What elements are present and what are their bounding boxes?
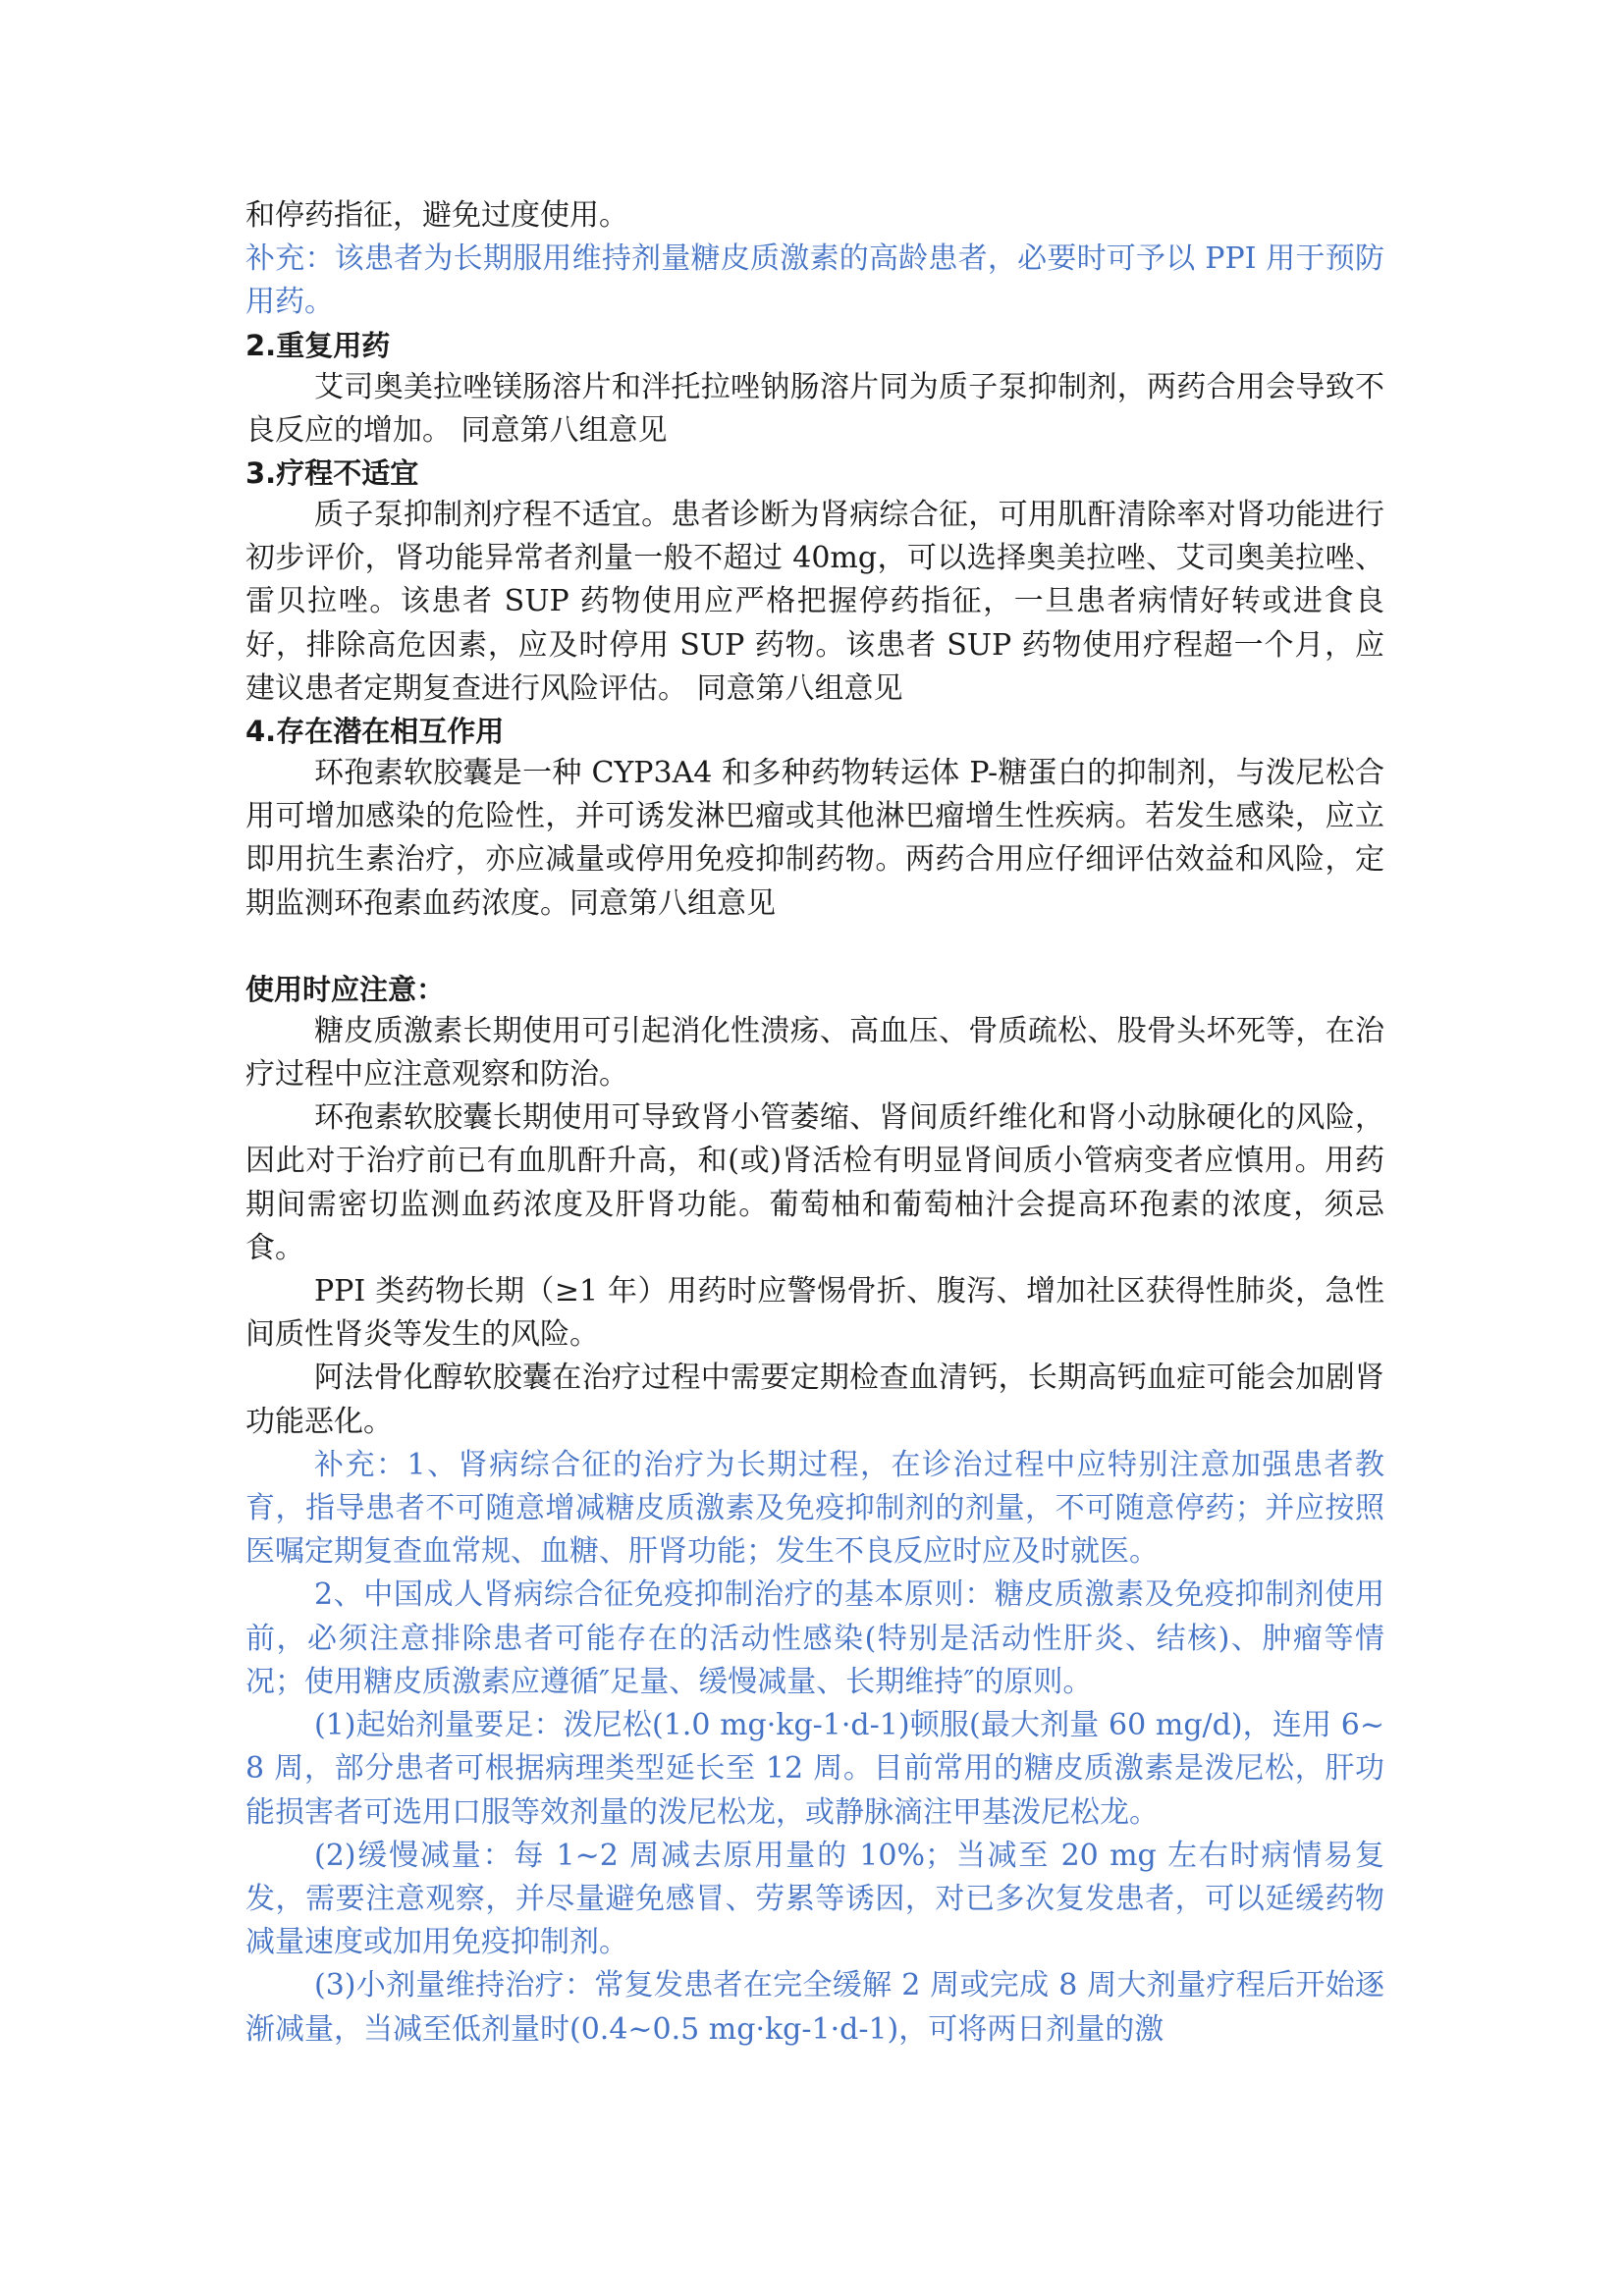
blank-line [245, 926, 1384, 969]
paragraph-alfacalcidol: 阿法骨化醇软胶囊在治疗过程中需要定期检查血清钙，长期高钙血症可能会加剧肾功能恶化。 [245, 1361, 1384, 1439]
paragraph-cyclosporine: 环孢素软胶囊长期使用可导致肾小管萎缩、肾间质纤维化和肾小动脉硬化的风险，因此对于治疗前已有血肌酐升高，和(或)肾活检有明显肾间质小管病变者应慎用。用药期间需密切监测血药浓度及肝肾功能。葡萄柚和葡萄柚汁会提高环孢素的浓度，须忌食。 [245, 1100, 1384, 1265]
section-heading-2: 2.重复用药 [245, 328, 391, 362]
paragraph-duplicate-medication: 艾司奥美拉唑镁肠溶片和泮托拉唑钠肠溶片同为质子泵抑制剂，两药合用会导致不良反应的增加。 同意第八组意见 [245, 369, 1384, 448]
paragraph-ppi: PPI 类药物长期（≥1 年）用药时应警惕骨折、腹泻、增加社区获得性肺炎，急性间质性肾炎等发生的风险。 [245, 1274, 1384, 1353]
section-heading-3: 3.疗程不适宜 [245, 456, 419, 491]
paragraph-course-inappropriate: 质子泵抑制剂疗程不适宜。患者诊断为肾病综合征，可用肌酐清除率对肾功能进行初步评价，肾功能异常者剂量一般不超过 40mg，可以选择奥美拉唑、艾司奥美拉唑、雷贝拉唑。该患者 SUP 药物使用应严格把握停药指征，一旦患者病情好转或进食良好，排除高危因素，应及时停用 SUP 药物。该患者 SUP 药物使用疗程超一个月，应建议患者定期复查进行风险评估。 同意第八组意见 [245, 498, 1384, 706]
supplement-paragraph-education: 补充：1、肾病综合征的治疗为长期过程，在诊治过程中应特别注意加强患者教育，指导患者不可随意增减糖皮质激素及免疫抑制剂的剂量，不可随意停药；并应按照医嘱定期复查血常规、血糖、肝肾功能；发生不良反应时应及时就医。 [245, 1447, 1384, 1570]
section-heading-precautions: 使用时应注意： [245, 972, 446, 1006]
supplement-paragraph-taper: (2)缓慢减量：每 1~2 周减去原用量的 10%；当减至 20 mg 左右时病情易复发，需要注意观察，并尽量避免感冒、劳累等诱因，对已多次复发患者，可以延缓药物减量速度或加用免疫抑制剂。 [245, 1838, 1384, 1960]
section-heading-4: 4.存在潜在相互作用 [245, 715, 505, 749]
supplement-paragraph-1: 补充：该患者为长期服用维持剂量糖皮质激素的高龄患者，必要时可予以 PPI 用于预防用药。 [245, 241, 1384, 320]
document-page [245, 194, 1384, 2052]
supplement-paragraph-maintenance: (3)小剂量维持治疗：常复发患者在完全缓解 2 周或完成 8 周大剂量疗程后开始逐渐减量，当减至低剂量时(0.4~0.5 mg·kg-1·d-1)，可将两日剂量的激 [245, 1968, 1384, 2047]
supplement-paragraph-initial-dose: (1)起始剂量要足：泼尼松(1.0 mg·kg-1·d-1)顿服(最大剂量 60 mg/d)，连用 6~8 周，部分患者可根据病理类型延长至 12 周。目前常用的糖皮质激素是泼尼松，肝功能损害者可选用口服等效剂量的泼尼松龙，或静脉滴注甲基泼尼松龙。 [245, 1708, 1384, 1830]
paragraph-interaction: 环孢素软胶囊是一种 CYP3A4 和多种药物转运体 P-糖蛋白的抑制剂，与泼尼松合用可增加感染的危险性，并可诱发淋巴瘤或其他淋巴瘤增生性疾病。若发生感染，应立即用抗生素治疗，亦应减量或停用免疫抑制药物。两药合用应仔细评估效益和风险，定期监测环孢素血药浓度。同意第八组意见 [245, 756, 1384, 921]
supplement-paragraph-principles: 2、中国成人肾病综合征免疫抑制治疗的基本原则：糖皮质激素及免疫抑制剂使用前，必须注意排除患者可能存在的活动性感染(特别是活动性肝炎、结核)、肿瘤等情况；使用糖皮质激素应遵循″足量、缓慢减量、长期维持″的原则。 [245, 1577, 1384, 1699]
paragraph-glucocorticoid: 糖皮质激素长期使用可引起消化性溃疡、高血压、骨质疏松、股骨头坏死等，在治疗过程中应注意观察和防治。 [245, 1013, 1384, 1093]
paragraph-1: 和停药指征，避免过度使用。 [245, 198, 628, 233]
